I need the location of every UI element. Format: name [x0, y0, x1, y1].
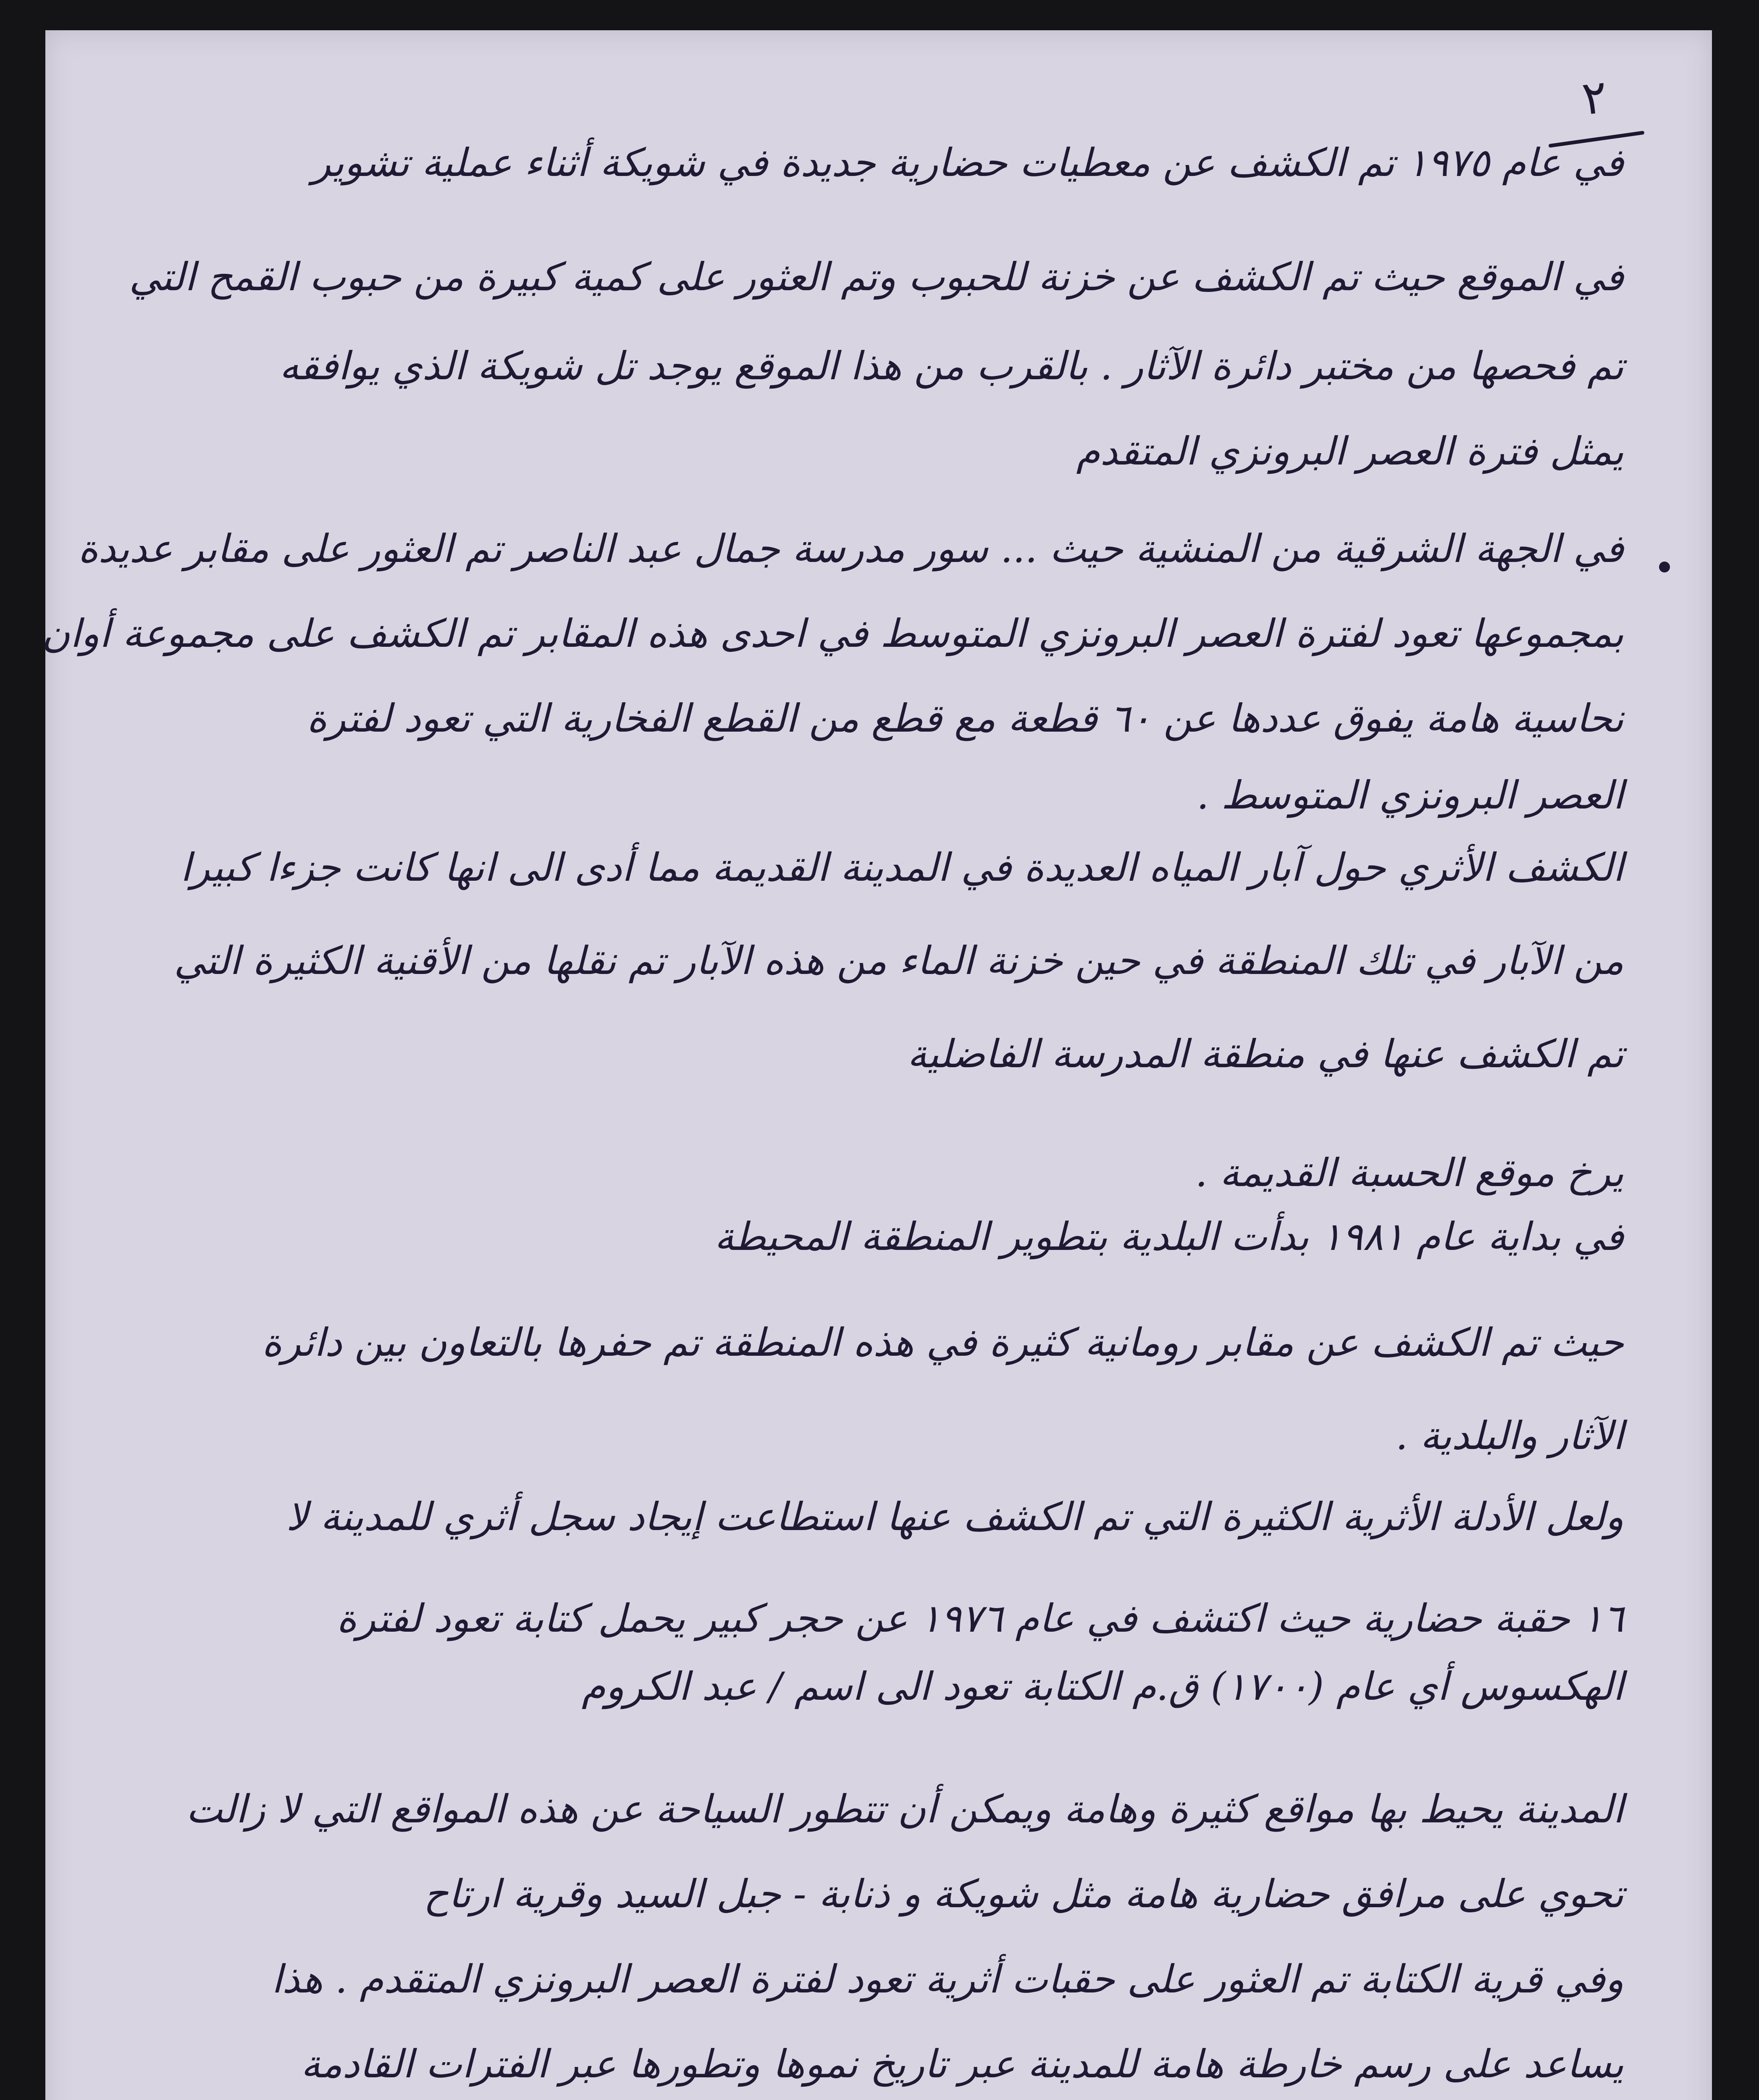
text-line: نحاسية هامة يفوق عددها عن ٦٠ قطعة مع قطع من القطع الفخارية التي تعود لفترة [307, 696, 1624, 741]
text-line: الآثار والبلدية . [1395, 1413, 1624, 1459]
text-line: يرخ موقع الحسبة القديمة . [1195, 1150, 1624, 1195]
text-line: يساعد على رسم خارطة هامة للمدينة عبر تاريخ نموها وتطورها عبر الفترات القادمة [301, 2041, 1624, 2087]
text-line: الهكسوس أي عام (١٧٠٠) ق.م الكتابة تعود الى اسم / عبد الكروم [581, 1664, 1624, 1709]
text-line: تحوي على مرافق حضارية هامة مثل شويكة و ذنابة - جبل السيد وقرية ارتاح [423, 1872, 1624, 1917]
text-line: وفي قرية الكتابة تم العثور على حقبات أثرية تعود لفترة العصر البرونزي المتقدم . هذا [271, 1956, 1624, 2002]
text-line: من الآبار في تلك المنطقة في حين خزنة الماء من هذه الآبار تم نقلها من الأقنية الكثيرة التي [173, 938, 1624, 984]
text-line: في بداية عام ١٩٨١ بدأت البلدية بتطوير المنطقة المحيطة [714, 1214, 1624, 1259]
text-line: حيث تم الكشف عن مقابر رومانية كثيرة في هذه المنطقة تم حفرها بالتعاون بين دائرة [262, 1320, 1624, 1365]
bullet-dot [1659, 562, 1670, 572]
text-line: العصر البرونزي المتوسط . [1197, 772, 1624, 818]
text-line: ١٦ حقبة حضارية حيث اكتشف في عام ١٩٧٦ عن حجر كبير يحمل كتابة تعود لفترة [336, 1596, 1624, 1641]
text-line: الكشف الأثري حول آبار المياه العديدة في المدينة القديمة مما أدى الى انها كانت جزءا كبيرا [180, 845, 1624, 890]
text-line: بمجموعها تعود لفترة العصر البرونزي المتوسط في احدى هذه المقابر تم الكشف على مجموعة أوان [42, 611, 1624, 656]
text-line: في عام ١٩٧٥ تم الكشف عن معطيات حضارية جديدة في شويكة أثناء عملية تشوير [312, 140, 1624, 185]
text-line: ولعل الأدلة الأثرية الكثيرة التي تم الكشف عنها استطاعت إيجاد سجل أثري للمدينة لا [286, 1494, 1624, 1539]
document-page [42, 30, 1712, 2100]
text-line: في الموقع حيث تم الكشف عن خزنة للحبوب وتم العثور على كمية كبيرة من حبوب القمح التي [129, 255, 1624, 300]
text-line: يمثل فترة العصر البرونزي المتقدم [1076, 428, 1624, 474]
text-line: تم فحصها من مختبر دائرة الآثار . بالقرب من هذا الموقع يوجد تل شويكة الذي يوافقه [279, 344, 1624, 389]
page-number: ٢ [1579, 69, 1610, 126]
handwritten-text [42, 139, 1624, 2100]
text-line: تم الكشف عنها في منطقة المدرسة الفاضلية [907, 1032, 1624, 1077]
text-line: المدينة يحيط بها مواقع كثيرة وهامة ويمكن أن تتطور السياحة عن هذه المواقع التي لا زالت [186, 1787, 1624, 1832]
text-line: في الجهة الشرقية من المنشية حيث ... سور مدرسة جمال عبد الناصر تم العثور على مقابر عديدة [78, 526, 1624, 571]
